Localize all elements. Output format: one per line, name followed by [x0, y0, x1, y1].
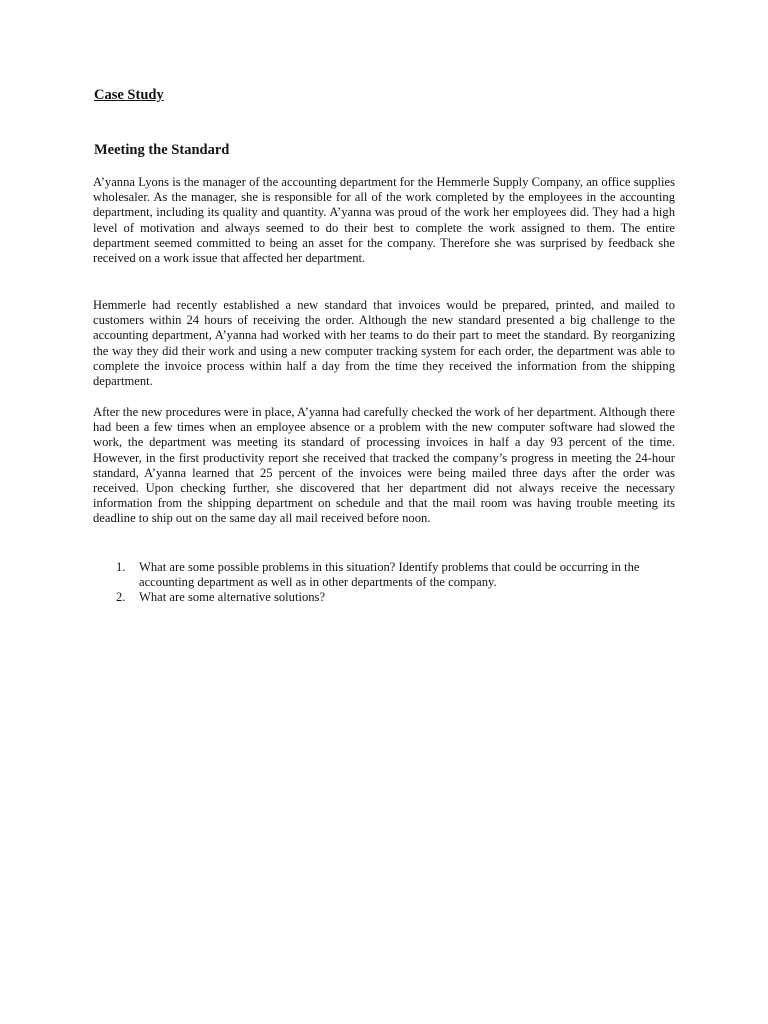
paragraph-intro: A’yanna Lyons is the manager of the accounting department for the Hemmerle Supply Company, an office supplies wholesaler. As the manager, she is responsible for all of the work completed by the employees in the accounting department, including its quality and quantity. A’yanna was proud of the work her employees did. They had a high level of motivation and always seemed to do their best to complete the work assigned to them. The entire department seemed committed to being an asset for the company. Therefore she was surprised by feedback she received on a work issue that affected her department. — [93, 175, 675, 266]
paragraph-new-standard: Hemmerle had recently established a new standard that invoices would be prepared, printed, and mailed to customers within 24 hours of receiving the order. Although the new standard presented a big challenge to the accounting department, A’yanna had worked with her teams to do their part to meet the standard. By reorganizing the way they did their work and using a new computer tracking system for each order, the department was able to complete the invoice process within half a day from the time they received the information from the shipping department. — [93, 298, 675, 389]
document-title: Case Study — [94, 87, 164, 103]
question-number: 1. — [116, 560, 126, 574]
question-item — [93, 590, 675, 605]
question-item — [93, 560, 675, 590]
question-text: What are some alternative solutions? — [139, 590, 326, 605]
question-text: What are some possible problems in this situation? Identify problems that could be occurring in the accounting department as well as in other departments of the company. — [139, 560, 640, 590]
paragraph-productivity-report: After the new procedures were in place, A’yanna had carefully checked the work of her department. Although there had been a few times when an employee absence or a problem with the new computer software had slowed the work, the department was meeting its standard of processing invoices in half a day 93 percent of the time. However, in the first productivity report she received that tracked the company’s progress in meeting the 24-hour standard, A’yanna learned that 25 percent of the invoices were being mailed three days after the order was received. Upon checking further, she discovered that her department did not always receive the necessary information from the shipping department on schedule and that the mail room was having trouble meeting its deadline to ship out on the same day all mail received before noon. — [93, 405, 675, 526]
section-heading: Meeting the Standard — [94, 142, 230, 158]
question-number: 2. — [116, 590, 126, 605]
question-list — [93, 560, 675, 606]
